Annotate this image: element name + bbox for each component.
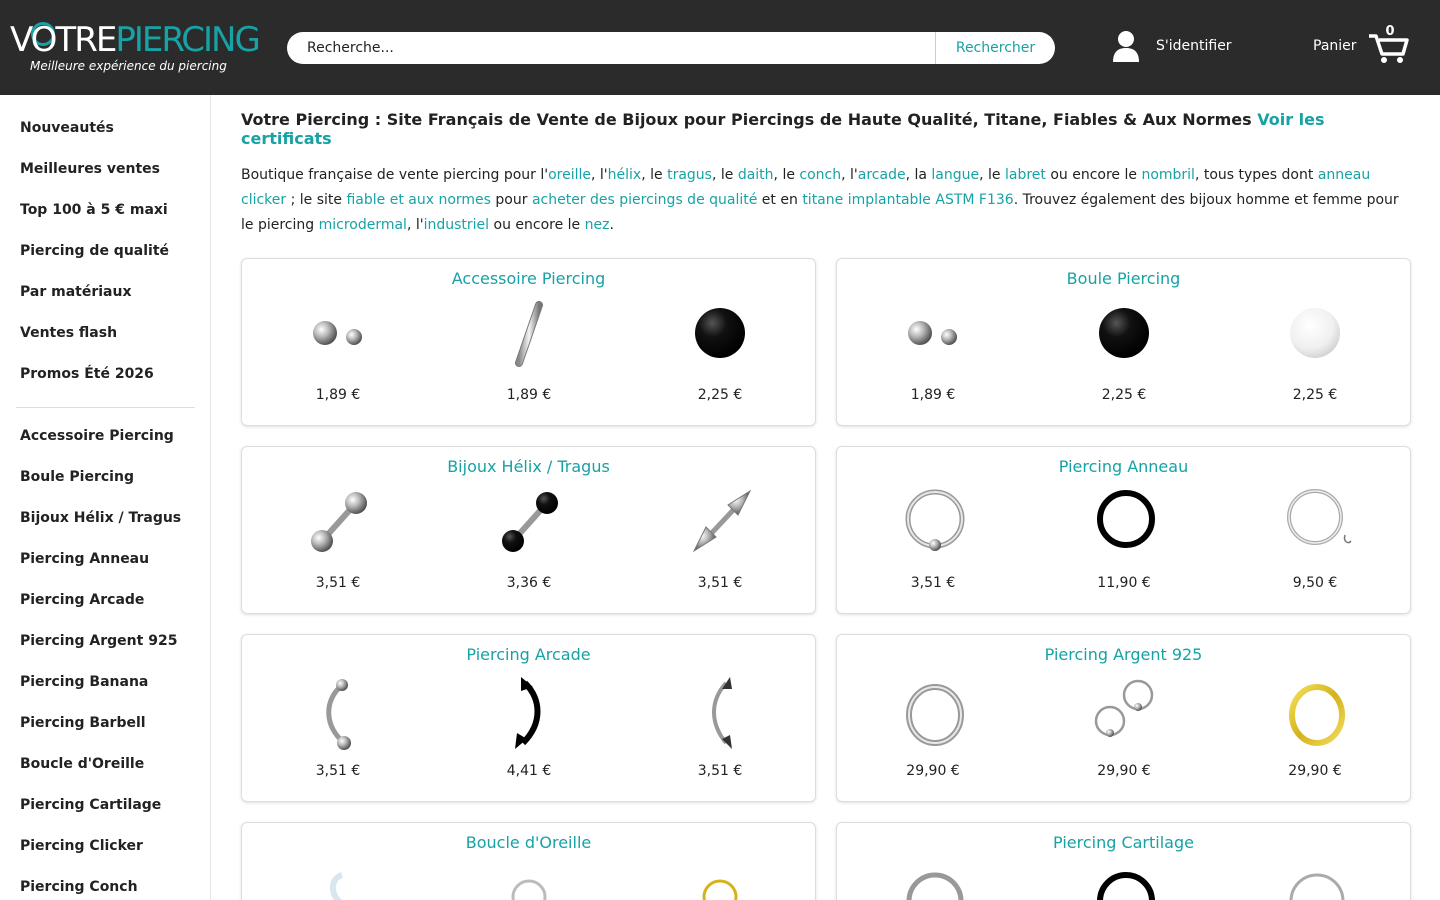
product-item[interactable] bbox=[278, 865, 398, 900]
black-curved-spike-icon bbox=[499, 677, 559, 751]
category-title[interactable]: Bijoux Hélix / Tragus bbox=[447, 457, 610, 476]
product-price: 3,51 € bbox=[315, 575, 361, 591]
product-item[interactable] bbox=[873, 677, 993, 787]
sidebar-item-arcade[interactable]: Piercing Arcade bbox=[20, 592, 145, 608]
black-ball-icon bbox=[1094, 301, 1154, 361]
sidebar-item-clicker[interactable]: Piercing Clicker bbox=[20, 838, 143, 854]
product-price: 29,90 € bbox=[1288, 763, 1342, 779]
product-price: 29,90 € bbox=[1097, 763, 1151, 779]
category-card-cartilage bbox=[836, 822, 1411, 900]
product-price: 11,90 € bbox=[1097, 575, 1151, 591]
link-helix[interactable]: hélix bbox=[607, 167, 642, 183]
search-bar bbox=[287, 32, 1055, 64]
black-ring-icon bbox=[1094, 865, 1158, 900]
link-daith[interactable]: daith bbox=[737, 167, 774, 183]
sidebar-item-helix-tragus[interactable]: Bijoux Hélix / Tragus bbox=[20, 510, 182, 526]
link-langue[interactable]: langue bbox=[931, 167, 980, 183]
link-anneau-clicker[interactable]: anneau clicker bbox=[241, 167, 1371, 208]
category-card-argent-925 bbox=[836, 634, 1411, 802]
sidebar-item-piercing-qualite[interactable]: Piercing de qualité bbox=[20, 243, 170, 259]
sidebar-item-boucle-oreille[interactable]: Boucle d'Oreille bbox=[20, 756, 145, 772]
hinged-ring-icon bbox=[1285, 489, 1355, 553]
gold-hoop-icon bbox=[690, 865, 750, 900]
link-microdermal[interactable]: microdermal bbox=[318, 217, 407, 233]
silver-balls-icon bbox=[308, 301, 368, 361]
link-titane-astm[interactable]: titane implantable ASTM F136 bbox=[802, 192, 1014, 208]
cart-link[interactable] bbox=[1313, 26, 1409, 66]
sidebar-item-promos-ete[interactable]: Promos Été 2026 bbox=[20, 366, 154, 382]
sidebar-item-meilleures-ventes[interactable]: Meilleures ventes bbox=[20, 161, 160, 177]
search-input[interactable] bbox=[287, 32, 935, 64]
silver-hoop-icon bbox=[499, 865, 559, 900]
sidebar-item-ventes-flash[interactable]: Ventes flash bbox=[20, 325, 118, 341]
page-title: Votre Piercing : Site Français de Vente de Bijoux pour Piercings de Haute Qualité, Titane, Fiables & Aux Normes Voir les certificats bbox=[241, 110, 1325, 148]
product-item[interactable] bbox=[1255, 677, 1375, 787]
product-price: 9,50 € bbox=[1292, 575, 1338, 591]
product-price: 29,90 € bbox=[906, 763, 960, 779]
cart-count-badge: 0 bbox=[1385, 24, 1395, 39]
product-item[interactable] bbox=[1064, 865, 1184, 900]
silver-ring-icon bbox=[903, 677, 967, 747]
product-item[interactable] bbox=[469, 489, 589, 599]
cart-label: Panier bbox=[1313, 38, 1357, 54]
product-item[interactable] bbox=[278, 677, 398, 787]
link-labret[interactable]: labret bbox=[1004, 167, 1046, 183]
product-price: 3,51 € bbox=[910, 575, 956, 591]
product-item[interactable] bbox=[469, 301, 589, 411]
category-title[interactable]: Piercing Argent 925 bbox=[1044, 645, 1203, 664]
sidebar-item-par-materiaux[interactable]: Par matériaux bbox=[20, 284, 132, 300]
sidebar-item-cartilage[interactable]: Piercing Cartilage bbox=[20, 797, 162, 813]
logo-tagline: Meilleure expérience du piercing bbox=[30, 59, 227, 73]
gold-ring-icon bbox=[1285, 677, 1349, 747]
category-title[interactable]: Piercing Cartilage bbox=[1053, 833, 1194, 852]
product-item[interactable] bbox=[1255, 301, 1375, 411]
clear-ball-icon bbox=[1285, 301, 1345, 361]
link-nombril[interactable]: nombril bbox=[1141, 167, 1195, 183]
link-industriel[interactable]: industriel bbox=[423, 217, 490, 233]
spike-barbell-icon bbox=[690, 489, 754, 553]
link-arcade[interactable]: arcade bbox=[857, 167, 906, 183]
category-title[interactable]: Boule Piercing bbox=[1066, 269, 1181, 288]
product-item[interactable] bbox=[873, 489, 993, 599]
category-card-arcade bbox=[241, 634, 816, 802]
ball-ring-icon bbox=[903, 489, 967, 553]
product-price: 3,36 € bbox=[506, 575, 552, 591]
product-item[interactable] bbox=[660, 865, 780, 900]
curved-spike-icon bbox=[690, 677, 750, 751]
category-card-boucle-oreille bbox=[241, 822, 816, 900]
link-tragus[interactable]: tragus bbox=[667, 167, 712, 183]
category-card-helix-tragus bbox=[241, 446, 816, 614]
product-price: 1,89 € bbox=[315, 387, 361, 403]
intro-paragraph: Boutique française de vente piercing pour l'oreille, l'hélix, le tragus, le daith, le conch, l'arcade, la langue, le labret ou encore le nombril, tous types dont anneau clicker ; le site fiable et aux normes pour acheter des piercings de qualité et en titane implantable ASTM F136. Trouvez également des bijoux homme et femme pour le piercing microdermal, l'industriel ou encore le nez. bbox=[241, 167, 1399, 233]
product-price: 2,25 € bbox=[697, 387, 743, 403]
double-ball-rings-icon bbox=[1094, 677, 1164, 747]
search-button[interactable]: Rechercher bbox=[935, 32, 1055, 64]
product-item[interactable] bbox=[873, 301, 993, 411]
product-item[interactable] bbox=[1255, 865, 1375, 900]
silver-barbell-icon bbox=[308, 489, 372, 553]
black-barbell-icon bbox=[499, 489, 563, 553]
product-item[interactable] bbox=[660, 677, 780, 787]
product-item[interactable] bbox=[1064, 677, 1184, 787]
category-card-accessoire bbox=[241, 258, 816, 426]
silver-ring-icon bbox=[1285, 865, 1349, 900]
sidebar-menu bbox=[0, 95, 211, 900]
logo-accent-text: PIERCING bbox=[115, 20, 259, 60]
link-conch[interactable]: conch bbox=[799, 167, 842, 183]
link-nez[interactable]: nez bbox=[584, 217, 610, 233]
category-title[interactable]: Piercing Anneau bbox=[1058, 457, 1189, 476]
product-price: 3,51 € bbox=[315, 763, 361, 779]
product-item[interactable] bbox=[1064, 301, 1184, 411]
silver-balls-icon bbox=[903, 301, 963, 361]
product-price: 1,89 € bbox=[910, 387, 956, 403]
sidebar-item-anneau[interactable]: Piercing Anneau bbox=[20, 551, 150, 567]
sidebar-item-barbell[interactable]: Piercing Barbell bbox=[20, 715, 146, 731]
curved-barbell-icon bbox=[308, 677, 368, 751]
product-item[interactable] bbox=[1064, 489, 1184, 599]
category-title[interactable]: Boucle d'Oreille bbox=[465, 833, 592, 852]
sidebar-item-banana[interactable]: Piercing Banana bbox=[20, 674, 149, 690]
product-price: 2,25 € bbox=[1292, 387, 1338, 403]
login-label: S'identifier bbox=[1156, 38, 1232, 54]
sidebar-item-boule[interactable]: Boule Piercing bbox=[20, 469, 134, 485]
product-price: 2,25 € bbox=[1101, 387, 1147, 403]
silver-ring-icon bbox=[903, 865, 967, 900]
link-acheter-qualite[interactable]: acheter des piercings de qualité bbox=[531, 192, 758, 208]
product-item[interactable] bbox=[660, 301, 780, 411]
product-item[interactable] bbox=[660, 489, 780, 599]
category-card-anneau bbox=[836, 446, 1411, 614]
clear-earring-icon bbox=[308, 865, 368, 900]
product-price: 3,51 € bbox=[697, 575, 743, 591]
product-item[interactable] bbox=[469, 677, 589, 787]
black-ball-icon bbox=[690, 301, 750, 361]
sidebar-item-nouveautes[interactable]: Nouveautés bbox=[20, 120, 114, 136]
user-icon bbox=[1112, 30, 1140, 62]
sidebar-item-top-100[interactable]: Top 100 à 5 € maxi bbox=[20, 202, 168, 218]
link-oreille[interactable]: oreille bbox=[548, 167, 592, 183]
category-title[interactable]: Piercing Arcade bbox=[466, 645, 591, 664]
sidebar-item-argent-925[interactable]: Piercing Argent 925 bbox=[20, 633, 178, 649]
product-price: 4,41 € bbox=[506, 763, 552, 779]
link-fiable-normes[interactable]: fiable et aux normes bbox=[346, 192, 491, 208]
cart-icon bbox=[1367, 24, 1409, 64]
top-navigation-bar bbox=[0, 0, 1440, 95]
product-item[interactable] bbox=[1255, 489, 1375, 599]
barbell-shaft-icon bbox=[499, 301, 559, 371]
product-item[interactable] bbox=[278, 489, 398, 599]
sidebar-item-conch[interactable]: Piercing Conch bbox=[20, 879, 138, 895]
product-item[interactable] bbox=[873, 865, 993, 900]
black-ring-icon bbox=[1094, 489, 1158, 553]
sidebar-divider bbox=[16, 407, 195, 408]
logo-main-text: VOTRE bbox=[10, 20, 116, 60]
login-link[interactable] bbox=[1112, 28, 1232, 64]
category-card-boule bbox=[836, 258, 1411, 426]
site-logo[interactable] bbox=[10, 20, 259, 76]
product-item[interactable] bbox=[469, 865, 589, 900]
product-price: 1,89 € bbox=[506, 387, 552, 403]
certificates-link[interactable]: Voir les certificats bbox=[241, 110, 1325, 148]
category-title[interactable]: Accessoire Piercing bbox=[451, 269, 606, 288]
product-item[interactable] bbox=[278, 301, 398, 411]
product-price: 3,51 € bbox=[697, 763, 743, 779]
sidebar-item-accessoire[interactable]: Accessoire Piercing bbox=[20, 428, 174, 444]
